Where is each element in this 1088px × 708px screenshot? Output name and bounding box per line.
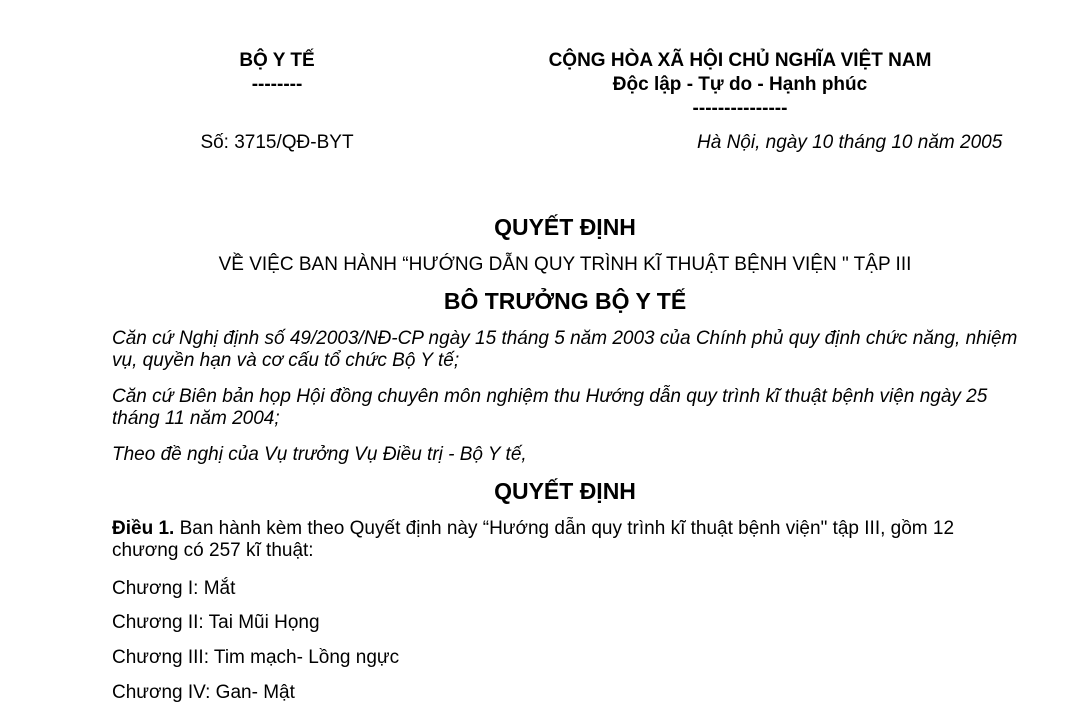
national-motto: Độc lập - Tự do - Hạnh phúc xyxy=(612,74,868,95)
motto-divider: --------------- xyxy=(692,98,788,119)
authority-title: BÔ TRƯỞNG BỘ Y TẾ xyxy=(443,288,687,314)
chapter-item: Chương IV: Gan- Mật xyxy=(112,682,295,703)
country-name: CỘNG HÒA XÃ HỘI CHỦ NGHĨA VIỆT NAM xyxy=(548,50,932,71)
decision-subject: VỀ VIỆC BAN HÀNH “HƯỚNG DẪN QUY TRÌNH KĨ THUẬT BỆNH VIỆN " TẬP III xyxy=(218,254,912,275)
article-1-text: Ban hành kèm theo Quyết định này “Hướng dẫn quy trình kĩ thuật bệnh viện" tập III, gồm 12 chương có 257 kĩ thuật: xyxy=(112,518,955,561)
ministry-divider: -------- xyxy=(251,74,303,95)
preamble-clause-2: Căn cứ Biên bản họp Hội đồng chuyên môn nghiệm thu Hướng dẫn quy trình kĩ thuật bệnh viện ngày 25 tháng 11 năm 2004; xyxy=(112,386,988,429)
place-and-date: Hà Nội, ngày 10 tháng 10 năm 2005 xyxy=(697,132,1003,153)
article-1-label: Điều 1. xyxy=(112,518,175,539)
chapter-item: Chương I: Mắt xyxy=(112,578,236,599)
preamble-clause-1: Căn cứ Nghị định số 49/2003/NĐ-CP ngày 15 tháng 5 năm 2003 của Chính phủ quy định chức năng, nhiệm vụ, quyền hạn và cơ cấu tổ chức Bộ Y tế; xyxy=(112,328,1018,371)
chapter-item: Chương III: Tim mạch- Lồng ngực xyxy=(112,647,400,668)
preamble-clause-3: Theo đề nghị của Vụ trưởng Vụ Điều trị - Bộ Y tế, xyxy=(112,444,527,465)
decision-heading: QUYẾT ĐỊNH xyxy=(494,478,636,504)
chapter-item: Chương II: Tai Mũi Họng xyxy=(112,612,320,633)
ministry-name: BỘ Y TẾ xyxy=(239,50,315,71)
decision-title: QUYẾT ĐỊNH xyxy=(494,214,636,240)
document-number: Số: 3715/QĐ-BYT xyxy=(200,132,354,153)
article-1 xyxy=(112,518,1022,562)
